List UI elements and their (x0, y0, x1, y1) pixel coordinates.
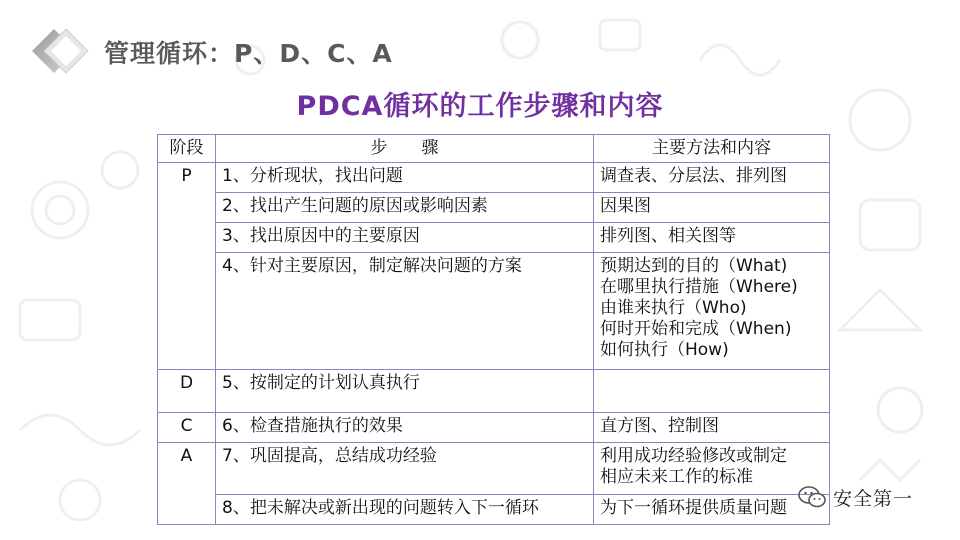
method-cell (594, 370, 830, 413)
method-line: 在哪里执行措施（Where) (600, 277, 798, 297)
stage-cell-c: C (158, 413, 216, 443)
method-line: 预期达到的目的（What) (600, 256, 788, 276)
header-methods: 主要方法和内容 (594, 135, 830, 163)
method-line: 排列图、相关图等 (600, 226, 736, 246)
method-line: 为下一循环提供质量问题 (600, 498, 787, 518)
method-line: 相应未来工作的标准 (600, 467, 753, 487)
table-row (158, 223, 830, 253)
step-cell: 1、分析现状，找出问题 (216, 163, 594, 193)
step-cell: 7、巩固提高，总结成功经验 (216, 443, 594, 495)
header-stage: 阶段 (158, 135, 216, 163)
method-cell (594, 413, 830, 443)
header-steps: 步 骤 (216, 135, 594, 163)
method-cell (594, 223, 830, 253)
table-row (158, 370, 830, 413)
method-line: 因果图 (600, 196, 651, 216)
watermark-text: 安全第一 (833, 487, 914, 510)
method-line: 由谁来执行（Who) (600, 298, 747, 318)
method-cell (594, 163, 830, 193)
header-logo-icon (30, 26, 92, 76)
step-cell: 2、找出产生问题的原因或影响因素 (216, 193, 594, 223)
step-cell: 5、按制定的计划认真执行 (216, 370, 594, 413)
method-line: 如何执行（How) (600, 340, 729, 360)
pdca-steps-table (157, 134, 830, 525)
step-cell: 8、把未解决或新出现的问题转入下一循环 (216, 495, 594, 525)
watermark (797, 482, 913, 512)
table-row (158, 193, 830, 223)
table-row (158, 443, 830, 495)
method-line: 何时开始和完成（When) (600, 319, 792, 339)
stage-cell-p: P (158, 163, 216, 370)
table-row (158, 163, 830, 193)
step-cell: 4、针对主要原因，制定解决问题的方案 (216, 253, 594, 370)
stage-cell-a: A (158, 443, 216, 525)
table-row (158, 253, 830, 370)
section-title: 管理循环：P、D、C、A (104, 39, 393, 68)
wechat-icon (797, 484, 827, 510)
step-cell: 3、找出原因中的主要原因 (216, 223, 594, 253)
method-line: 直方图、控制图 (600, 416, 719, 436)
method-cell (594, 193, 830, 223)
table-header-row (158, 135, 830, 163)
page-title: PDCA循环的工作步骤和内容 (296, 91, 664, 122)
method-line: 调查表、分层法、排列图 (600, 166, 787, 186)
table-row (158, 495, 830, 525)
method-line: 利用成功经验修改或制定 (600, 446, 787, 466)
step-cell: 6、检查措施执行的效果 (216, 413, 594, 443)
method-cell (594, 443, 830, 495)
table-row (158, 413, 830, 443)
method-cell (594, 495, 830, 525)
stage-cell-d: D (158, 370, 216, 413)
method-cell (594, 253, 830, 370)
